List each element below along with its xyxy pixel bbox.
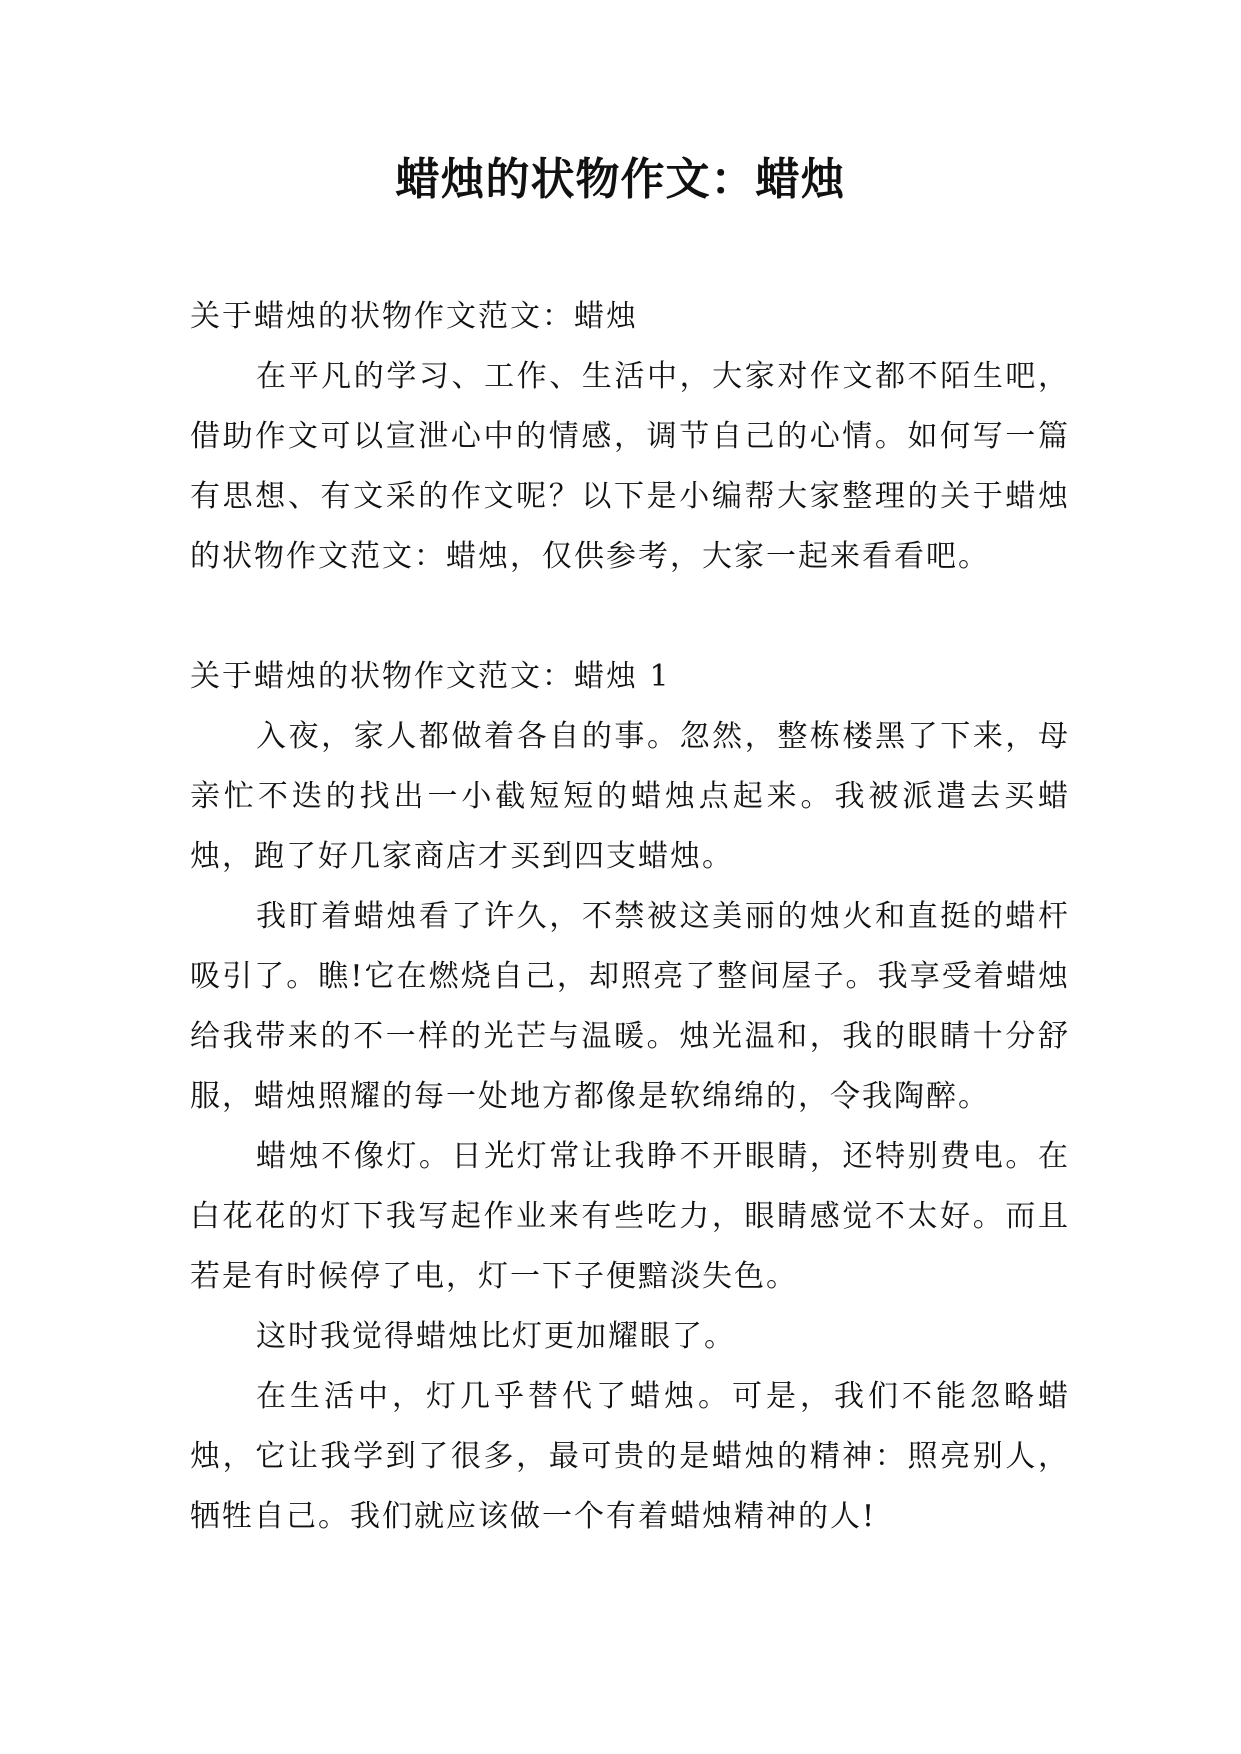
section-spacer [190,587,1070,647]
page-title: 蜡烛的状物作文：蜡烛 [395,154,846,205]
essay-paragraph-2: 我盯着蜡烛看了许久，不禁被这美丽的烛火和直挺的蜡杆吸引了。瞧!它在燃烧自己，却照亮了整间屋子。我享受着蜡烛给我带来的不一样的光芒与温暖。烛光温和，我的眼睛十分舒服，蜡烛照耀的每一处地方都像是软绵绵的，令我陶醉。 [190,899,1070,1114]
essay-paragraph-1: 入夜，家人都做着各自的事。忽然，整栋楼黑了下来，母亲忙不迭的找出一小截短短的蜡烛点起来。我被派遣去买蜡烛，跑了好几家商店才买到四支蜡烛。 [190,719,1070,874]
essay-paragraph-5: 在生活中，灯几乎替代了蜡烛。可是，我们不能忽略蜡烛，它让我学到了很多，最可贵的是蜡烛的精神：照亮别人，牺牲自己。我们就应该做一个有着蜡烛精神的人! [190,1379,1070,1534]
intro-heading: 关于蜡烛的状物作文范文：蜡烛 [190,299,638,334]
intro-paragraph: 在平凡的学习、工作、生活中，大家对作文都不陌生吧，借助作文可以宣泄心中的情感，调节自己的心情。如何写一篇有思想、有文采的作文呢？以下是小编帮大家整理的关于蜡烛的状物作文范文：蜡烛，仅供参考，大家一起来看看吧。 [190,359,1070,574]
essay-paragraph-3: 蜡烛不像灯。日光灯常让我睁不开眼睛，还特别费电。在白花花的灯下我写起作业来有些吃力，眼睛感觉不太好。而且若是有时候停了电，灯一下子便黯淡失色。 [190,1139,1070,1294]
document-body [190,287,1070,1547]
essay-heading: 关于蜡烛的状物作文范文：蜡烛 1 [190,659,671,694]
essay-paragraph-4: 这时我觉得蜡烛比灯更加耀眼了。 [256,1319,736,1354]
